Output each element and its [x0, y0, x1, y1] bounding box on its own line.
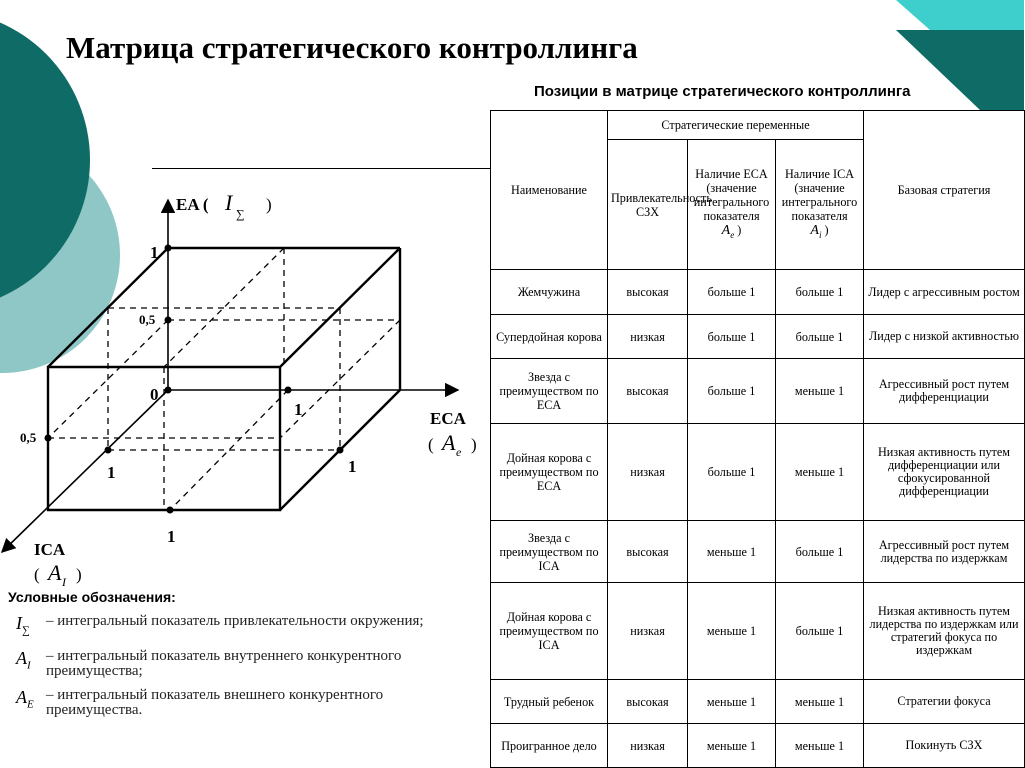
point-corner-right: [337, 447, 344, 454]
tick-corner-bottom: 1: [167, 527, 176, 546]
legend-title: Условные обозначения:: [8, 589, 176, 605]
cell-name: Супердойная корова: [491, 315, 608, 359]
legend-item: [8, 688, 478, 718]
cell-eca: меньше 1: [688, 724, 776, 768]
cell-eca: меньше 1: [688, 583, 776, 680]
tick-origin: 0: [150, 385, 159, 404]
eca-axis-sub: e: [456, 445, 462, 459]
cell-strategy: Лидер с низкой активностью: [864, 315, 1025, 359]
cell-name: Дойная корова с преимуществом по ICA: [491, 583, 608, 680]
point-ica-1: [105, 447, 112, 454]
table-row: [491, 424, 1025, 521]
table-row: [491, 270, 1025, 315]
cell-ica: меньше 1: [776, 359, 864, 424]
cell-ica: меньше 1: [776, 680, 864, 724]
cell-eca: больше 1: [688, 270, 776, 315]
table-row: [491, 359, 1025, 424]
cell-name: Проигранное дело: [491, 724, 608, 768]
teal-corner-stripe: [896, 30, 1024, 110]
cell-strategy: Низкая активность путем дифференциации или сфокусированной дифференциации: [864, 424, 1025, 521]
tick-ea-half: 0,5: [139, 312, 156, 327]
cell-eca: больше 1: [688, 359, 776, 424]
legend-text: – интегральный показатель внутреннего конкурентного преимущества;: [46, 647, 402, 679]
cyan-corner-stripe: [896, 0, 1024, 30]
legend-item: [8, 649, 478, 679]
cell-name: Жемчужина: [491, 270, 608, 315]
point-ea-1: [165, 245, 172, 252]
eca-close-paren: ): [471, 435, 477, 454]
page-title: Матрица стратегического контроллинга: [66, 30, 638, 65]
table-caption: Позиции в матрице стратегического контроллинга: [534, 83, 911, 100]
header-eca: Наличие ECA (значение интегрального показателя $A_e$ ): [688, 140, 776, 270]
ica-axis: [2, 390, 168, 552]
table-row: [491, 521, 1025, 583]
legend: [8, 590, 478, 727]
header-ica: Наличие ICA (значение интегрального показателя $A_i$ ): [776, 140, 864, 270]
cell-eca: меньше 1: [688, 680, 776, 724]
ica-close-paren: ): [76, 565, 82, 584]
ea-axis-close: ): [266, 195, 272, 214]
cell-eca: больше 1: [688, 424, 776, 521]
cell-name: Трудный ребенок: [491, 680, 608, 724]
cell-ica: больше 1: [776, 583, 864, 680]
table-row: [491, 583, 1025, 680]
cell-strategy: Покинуть СЗХ: [864, 724, 1025, 768]
eca-open-paren: (: [428, 435, 434, 454]
ea-axis-label: EA (: [176, 195, 209, 214]
ea-axis-sub: ∑: [236, 207, 245, 221]
tick-ica-1: 1: [107, 463, 116, 482]
table-row: [491, 680, 1025, 724]
legend-symbol: $A_I$: [16, 647, 31, 672]
cell-attractiveness: низкая: [608, 724, 688, 768]
header-attractiveness: Привлекательность СЗХ: [608, 140, 688, 270]
cell-name: Звезда с преимуществом по ICA: [491, 521, 608, 583]
cell-ica: меньше 1: [776, 424, 864, 521]
tick-corner-right: 1: [348, 457, 357, 476]
cell-ica: больше 1: [776, 270, 864, 315]
cell-strategy: Агрессивный рост путем дифференциации: [864, 359, 1025, 424]
cell-eca: больше 1: [688, 315, 776, 359]
tick-ea-1: 1: [150, 243, 159, 262]
point-ica-half: [45, 435, 52, 442]
cell-ica: меньше 1: [776, 724, 864, 768]
legend-text: – интегральный показатель внешнего конкурентного преимущества.: [46, 686, 384, 718]
cell-attractiveness: низкая: [608, 424, 688, 521]
cell-eca: меньше 1: [688, 521, 776, 583]
ica-open-paren: (: [34, 565, 40, 584]
cell-attractiveness: высокая: [608, 680, 688, 724]
ica-axis-symbol: A: [48, 560, 62, 585]
cell-attractiveness: высокая: [608, 270, 688, 315]
header-name: Наименование: [491, 111, 608, 270]
divider-line: [152, 168, 490, 169]
tick-ica-half: 0,5: [20, 430, 37, 445]
cube-points: [45, 245, 344, 514]
cell-strategy: Низкая активность путем лидерства по издержкам или стратегий фокуса по издержкам: [864, 583, 1025, 680]
cell-strategy: Агрессивный рост путем лидерства по издержкам: [864, 521, 1025, 583]
cell-ica: больше 1: [776, 521, 864, 583]
cube-diagram: [0, 170, 490, 590]
cell-attractiveness: высокая: [608, 359, 688, 424]
cell-name: Звезда с преимуществом по ECA: [491, 359, 608, 424]
header-group: Стратегические переменные: [608, 111, 864, 140]
legend-symbol: $A_E$: [16, 686, 34, 711]
ica-axis-label: ICA: [34, 540, 66, 559]
legend-symbol: $I_\sum$: [16, 613, 30, 637]
tick-eca-1: 1: [294, 400, 303, 419]
cell-attractiveness: высокая: [608, 521, 688, 583]
header-strategy: Базовая стратегия: [864, 111, 1025, 270]
matrix-table: [490, 110, 1025, 768]
cell-strategy: Лидер с агрессивным ростом: [864, 270, 1025, 315]
cell-attractiveness: низкая: [608, 583, 688, 680]
cell-strategy: Стратегии фокуса: [864, 680, 1025, 724]
ea-axis-symbol: I: [225, 190, 233, 215]
cell-ica: больше 1: [776, 315, 864, 359]
eca-axis-label: ECA: [430, 409, 466, 428]
table-row: [491, 724, 1025, 768]
eca-axis-symbol: A: [442, 430, 456, 455]
point-eca-1: [285, 387, 292, 394]
legend-item: [8, 614, 478, 640]
point-corner-bottom: [167, 507, 174, 514]
ica-axis-sub: I: [62, 575, 66, 589]
cell-name: Дойная корова с преимуществом по ECA: [491, 424, 608, 521]
legend-text: – интегральный показатель привлекательности окружения;: [46, 613, 424, 629]
cell-attractiveness: низкая: [608, 315, 688, 359]
table-row: [491, 315, 1025, 359]
point-ea-half: [165, 317, 172, 324]
point-origin: [165, 387, 172, 394]
